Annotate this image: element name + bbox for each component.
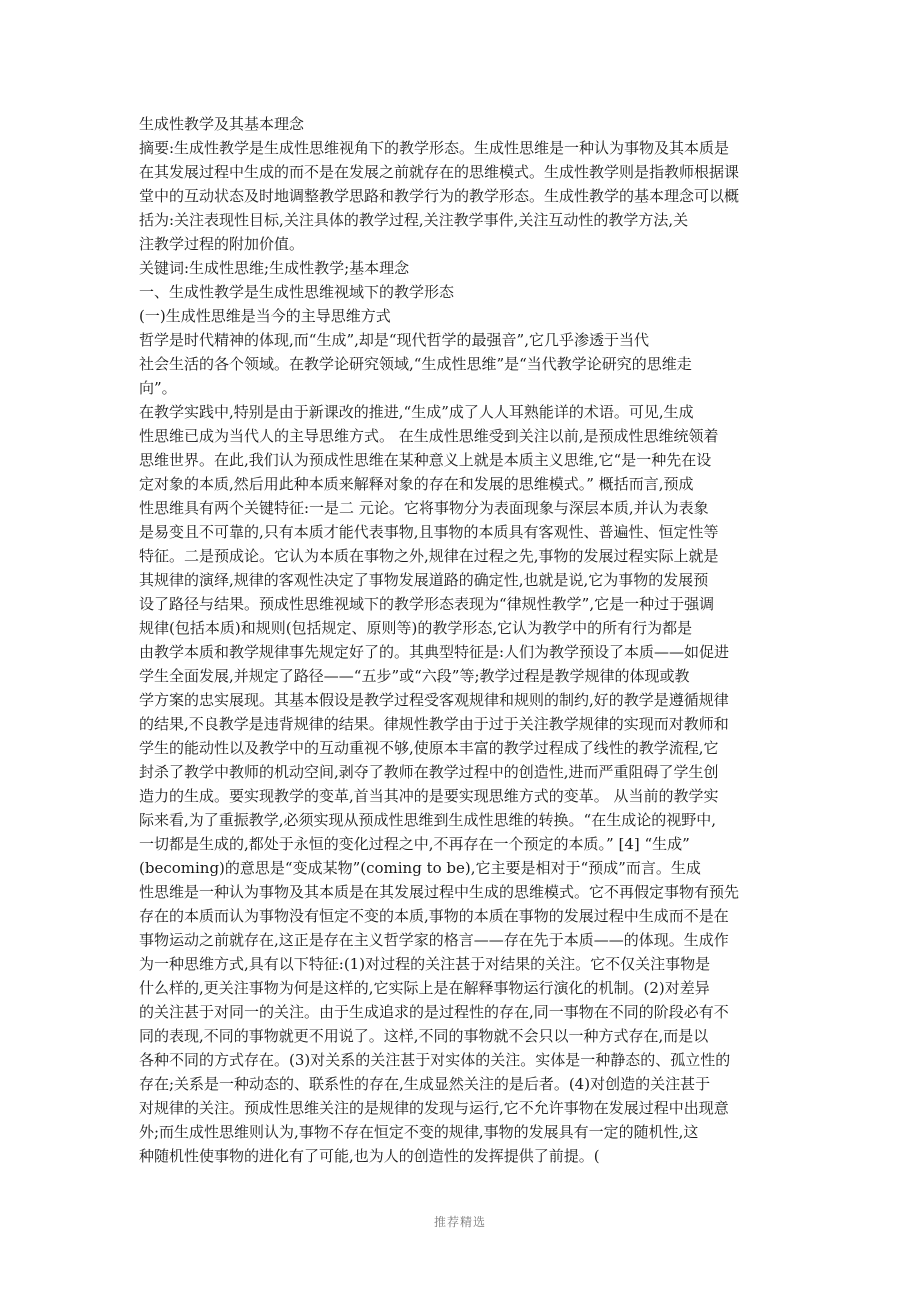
text-line: 设了路径与结果。预成性思维视域下的教学形态表现为“律规性教学”,它是一种过于强调 bbox=[139, 595, 715, 613]
text-line: 学生的能动性以及教学中的互动重视不够,使原本丰富的教学过程成了线性的教学流程,它 bbox=[139, 739, 719, 757]
text-line: 注教学过程的附加价值。 bbox=[139, 235, 305, 253]
text-line: 性思维具有两个关键特征:一是二 元论。它将事物分为表面现象与深层本质,并认为表象 bbox=[139, 499, 709, 517]
text-line: 社会生活的各个领域。在教学论研究领域,“生成性思维”是“当代教学论研究的思维走 bbox=[139, 355, 692, 373]
text-line: 向”。 bbox=[139, 379, 177, 397]
text-line: 堂中的互动状态及时地调整教学思路和教学行为的教学形态。生成性教学的基本理念可以概 bbox=[139, 187, 740, 205]
text-line: 哲学是时代精神的体现,而“生成”,却是“现代哲学的最强音”,它几乎渗透于当代 bbox=[139, 331, 649, 349]
text-line: 其规律的演绎,规律的客观性决定了事物发展道路的确定性,也就是说,它为事物的发展预 bbox=[139, 571, 709, 589]
text-line: 外;而生成性思维则认为,事物不存在恒定不变的规律,事物的发展具有一定的随机性,这 bbox=[139, 1123, 699, 1141]
text-line: 种随机性使事物的进化有了可能,也为人的创造性的发挥提供了前提。( bbox=[139, 1147, 600, 1165]
text-line: 同的表现,不同的事物就更不用说了。这样,不同的事物就不会只以一种方式存在,而是以 bbox=[139, 1027, 709, 1045]
text-line: (becoming)的意思是“变成某物”(coming to be),它主要是相对于“预成”而言。生成 bbox=[139, 859, 701, 877]
text-line: 定对象的本质,然后用此种本质来解释对象的存在和发展的思维模式。” 概括而言,预成 bbox=[139, 475, 694, 493]
text-line: 由教学本质和教学规律事先规定好了的。其典型特征是:人们为教学预设了本质——如促进 bbox=[139, 643, 730, 661]
text-line: 括为:关注表现性目标,关注具体的教学过程,关注教学事件,关注互动性的教学方法,关 bbox=[139, 211, 689, 229]
text-line: 学生全面发展,并规定了路径——“五步”或“六段”等;教学过程是教学规律的体现或教 bbox=[139, 667, 690, 685]
text-line: 关键词:生成性思维;生成性教学;基本理念 bbox=[139, 259, 410, 277]
text-line: 什么样的,更关注事物为何是这样的,它实际上是在解释事物运行演化的机制。(2)对差异 bbox=[139, 979, 710, 997]
page-footer: 推荐精选 bbox=[433, 1215, 486, 1229]
text-line: 特征。二是预成论。它认为本质在事物之外,规律在过程之先,事物的发展过程实际上就是 bbox=[139, 547, 719, 565]
text-line: 际来看,为了重振教学,必须实现从预成性思维到生成性思维的转换。“在生成论的视野中, bbox=[139, 811, 716, 829]
document-title: 生成性教学及其基本理念 bbox=[139, 115, 305, 133]
text-line: 存在;关系是一种动态的、联系性的存在,生成显然关注的是后者。(4)对创造的关注甚于 bbox=[139, 1075, 711, 1093]
text-line: 事物运动之前就存在,这正是存在主义哲学家的格言——存在先于本质——的体现。生成作 bbox=[139, 931, 729, 949]
text-line: 摘要:生成性教学是生成性思维视角下的教学形态。生成性思维是一种认为事物及其本质是 bbox=[139, 139, 730, 157]
text-line: 存在的本质而认为事物没有恒定不变的本质,事物的本质在事物的发展过程中生成而不是在 bbox=[139, 907, 729, 925]
text-line: 在教学实践中,特别是由于新课改的推进,“生成”成了人人耳熟能详的术语。可见,生成 bbox=[139, 403, 694, 421]
text-line: 规律(包括本质)和规则(包括规定、原则等)的教学形态,它认为教学中的所有行为都是 bbox=[139, 619, 693, 637]
text-line: 封杀了教学中教师的机动空间,剥夺了教师在教学过程中的创造性,进而严重阻碍了学生创 bbox=[139, 763, 719, 781]
text-line: 各种不同的方式存在。(3)对关系的关注甚于对实体的关注。实体是一种静态的、孤立性的 bbox=[139, 1051, 731, 1069]
text-line: 的结果,不良教学是违背规律的结果。律规性教学由于过于关注教学规律的实现而对教师和 bbox=[139, 715, 729, 733]
text-line: 是易变且不可靠的,只有本质才能代表事物,且事物的本质具有客观性、普遍性、恒定性等 bbox=[139, 523, 719, 541]
text-line: 学方案的忠实展现。其基本假设是教学过程受客观规律和规则的制约,好的教学是遵循规律 bbox=[139, 691, 729, 709]
text-line: 性思维是一种认为事物及其本质是在其发展过程中生成的思维模式。它不再假定事物有预先 bbox=[139, 883, 740, 901]
text-line: 的关注甚于对同一的关注。由于生成追求的是过程性的存在,同一事物在不同的阶段必有不 bbox=[139, 1003, 729, 1021]
text-line: 对规律的关注。预成性思维关注的是规律的发现与运行,它不允许事物在发展过程中出现意 bbox=[139, 1099, 729, 1117]
text-line: 一、生成性教学是生成性思维视域下的教学形态 bbox=[139, 283, 455, 301]
text-line: 性思维已成为当代人的主导思维方式。 在生成性思维受到关注以前,是预成性思维统领着 bbox=[139, 427, 719, 445]
text-line: 在其发展过程中生成的而不是在发展之前就存在的思维模式。生成性教学则是指教师根据课 bbox=[139, 163, 740, 181]
text-line: 思维世界。在此,我们认为预成性思维在某种意义上就是本质主义思维,它“是一种先在设 bbox=[139, 451, 712, 469]
text-line: (一)生成性思维是当今的主导思维方式 bbox=[139, 307, 391, 325]
text-line: 一切都是生成的,都处于永恒的变化过程之中,不再存在一个预定的本质。” [4] “生成” bbox=[139, 835, 690, 853]
text-line: 为一种思维方式,具有以下特征:(1)对过程的关注甚于对结果的关注。它不仅关注事物是 bbox=[139, 955, 711, 973]
text-line: 造力的生成。要实现教学的变革,首当其冲的是要实现思维方式的变革。 从当前的教学实 bbox=[139, 787, 719, 805]
document-body bbox=[139, 112, 789, 1168]
